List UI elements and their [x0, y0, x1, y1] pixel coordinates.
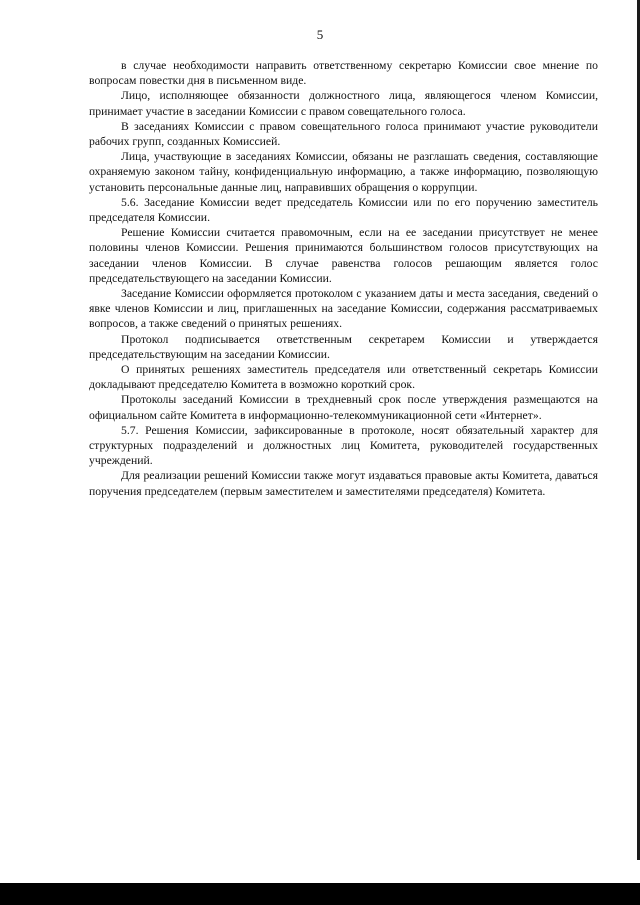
paragraph-quorum: Решение Комиссии считается правомочным, если на ее заседании присутствует не менее половины членов Комиссии. Решения принимаются большинством голосов присутствующих на заседании членов Комиссии. В случае равенства голосов решающим является голос председательствующего на заседании Комиссии.	[89, 226, 598, 285]
paragraph-protocol-content: Заседание Комиссии оформляется протоколом с указанием даты и места заседания, сведений о явке членов Комиссии и лиц, приглашенных на заседание Комиссии, содержания рассматриваемых вопросов, а также сведений о принятых решениях.	[89, 287, 598, 331]
page-number: 5	[316, 27, 324, 42]
paragraph-confidentiality: Лица, участвующие в заседаниях Комиссии, обязаны не разглашать сведения, составляющие охраняемую законом тайну, конфиденциальную информацию, а также информацию, позволяющую установить персональные данные лиц, направивших обращения о коррупции.	[89, 150, 598, 194]
paragraph-report-to-chairman: О принятых решениях заместитель председателя или ответственный секретарь Комиссии докладывают председателю Комитета в возможно короткий срок.	[89, 363, 598, 392]
scan-bottom-border	[0, 883, 640, 905]
paragraph-acting-official: Лицо, исполняющее обязанности должностного лица, являющегося членом Комиссии, принимает участие в заседании Комиссии с правом совещательного голоса.	[89, 89, 598, 118]
paragraph-legal-acts: Для реализации решений Комиссии также могут издаваться правовые акты Комитета, даваться поручения председателем (первым заместителем и заместителями председателя) Комитета.	[89, 469, 598, 498]
document-body	[89, 58, 598, 499]
paragraph-5-6-chair: 5.6. Заседание Комиссии ведет председатель Комиссии или по его поручению заместитель председателя Комиссии.	[89, 195, 598, 225]
paragraph-5-7-binding-decisions: 5.7. Решения Комиссии, зафиксированные в протоколе, носят обязательный характер для структурных подразделений и должностных лиц Комитета, руководителей государственных учреждений.	[89, 423, 598, 468]
paragraph-protocol-signing: Протокол подписывается ответственным секретарем Комиссии и утверждается председательствующим на заседании Комиссии.	[89, 332, 598, 361]
paragraph-working-group-leaders: В заседаниях Комиссии с правом совещательного голоса принимают участие руководители рабочих групп, созданных Комиссией.	[89, 119, 598, 149]
paragraph-opinion-in-writing: в случае необходимости направить ответственному секретарю Комиссии свое мнение по вопросам повестки дня в письменном виде.	[89, 59, 598, 88]
paragraph-publication: Протоколы заседаний Комиссии в трехдневный срок после утверждения размещаются на официальном сайте Комитета в информационно-телекоммуникационной сети «Интернет».	[89, 393, 598, 422]
